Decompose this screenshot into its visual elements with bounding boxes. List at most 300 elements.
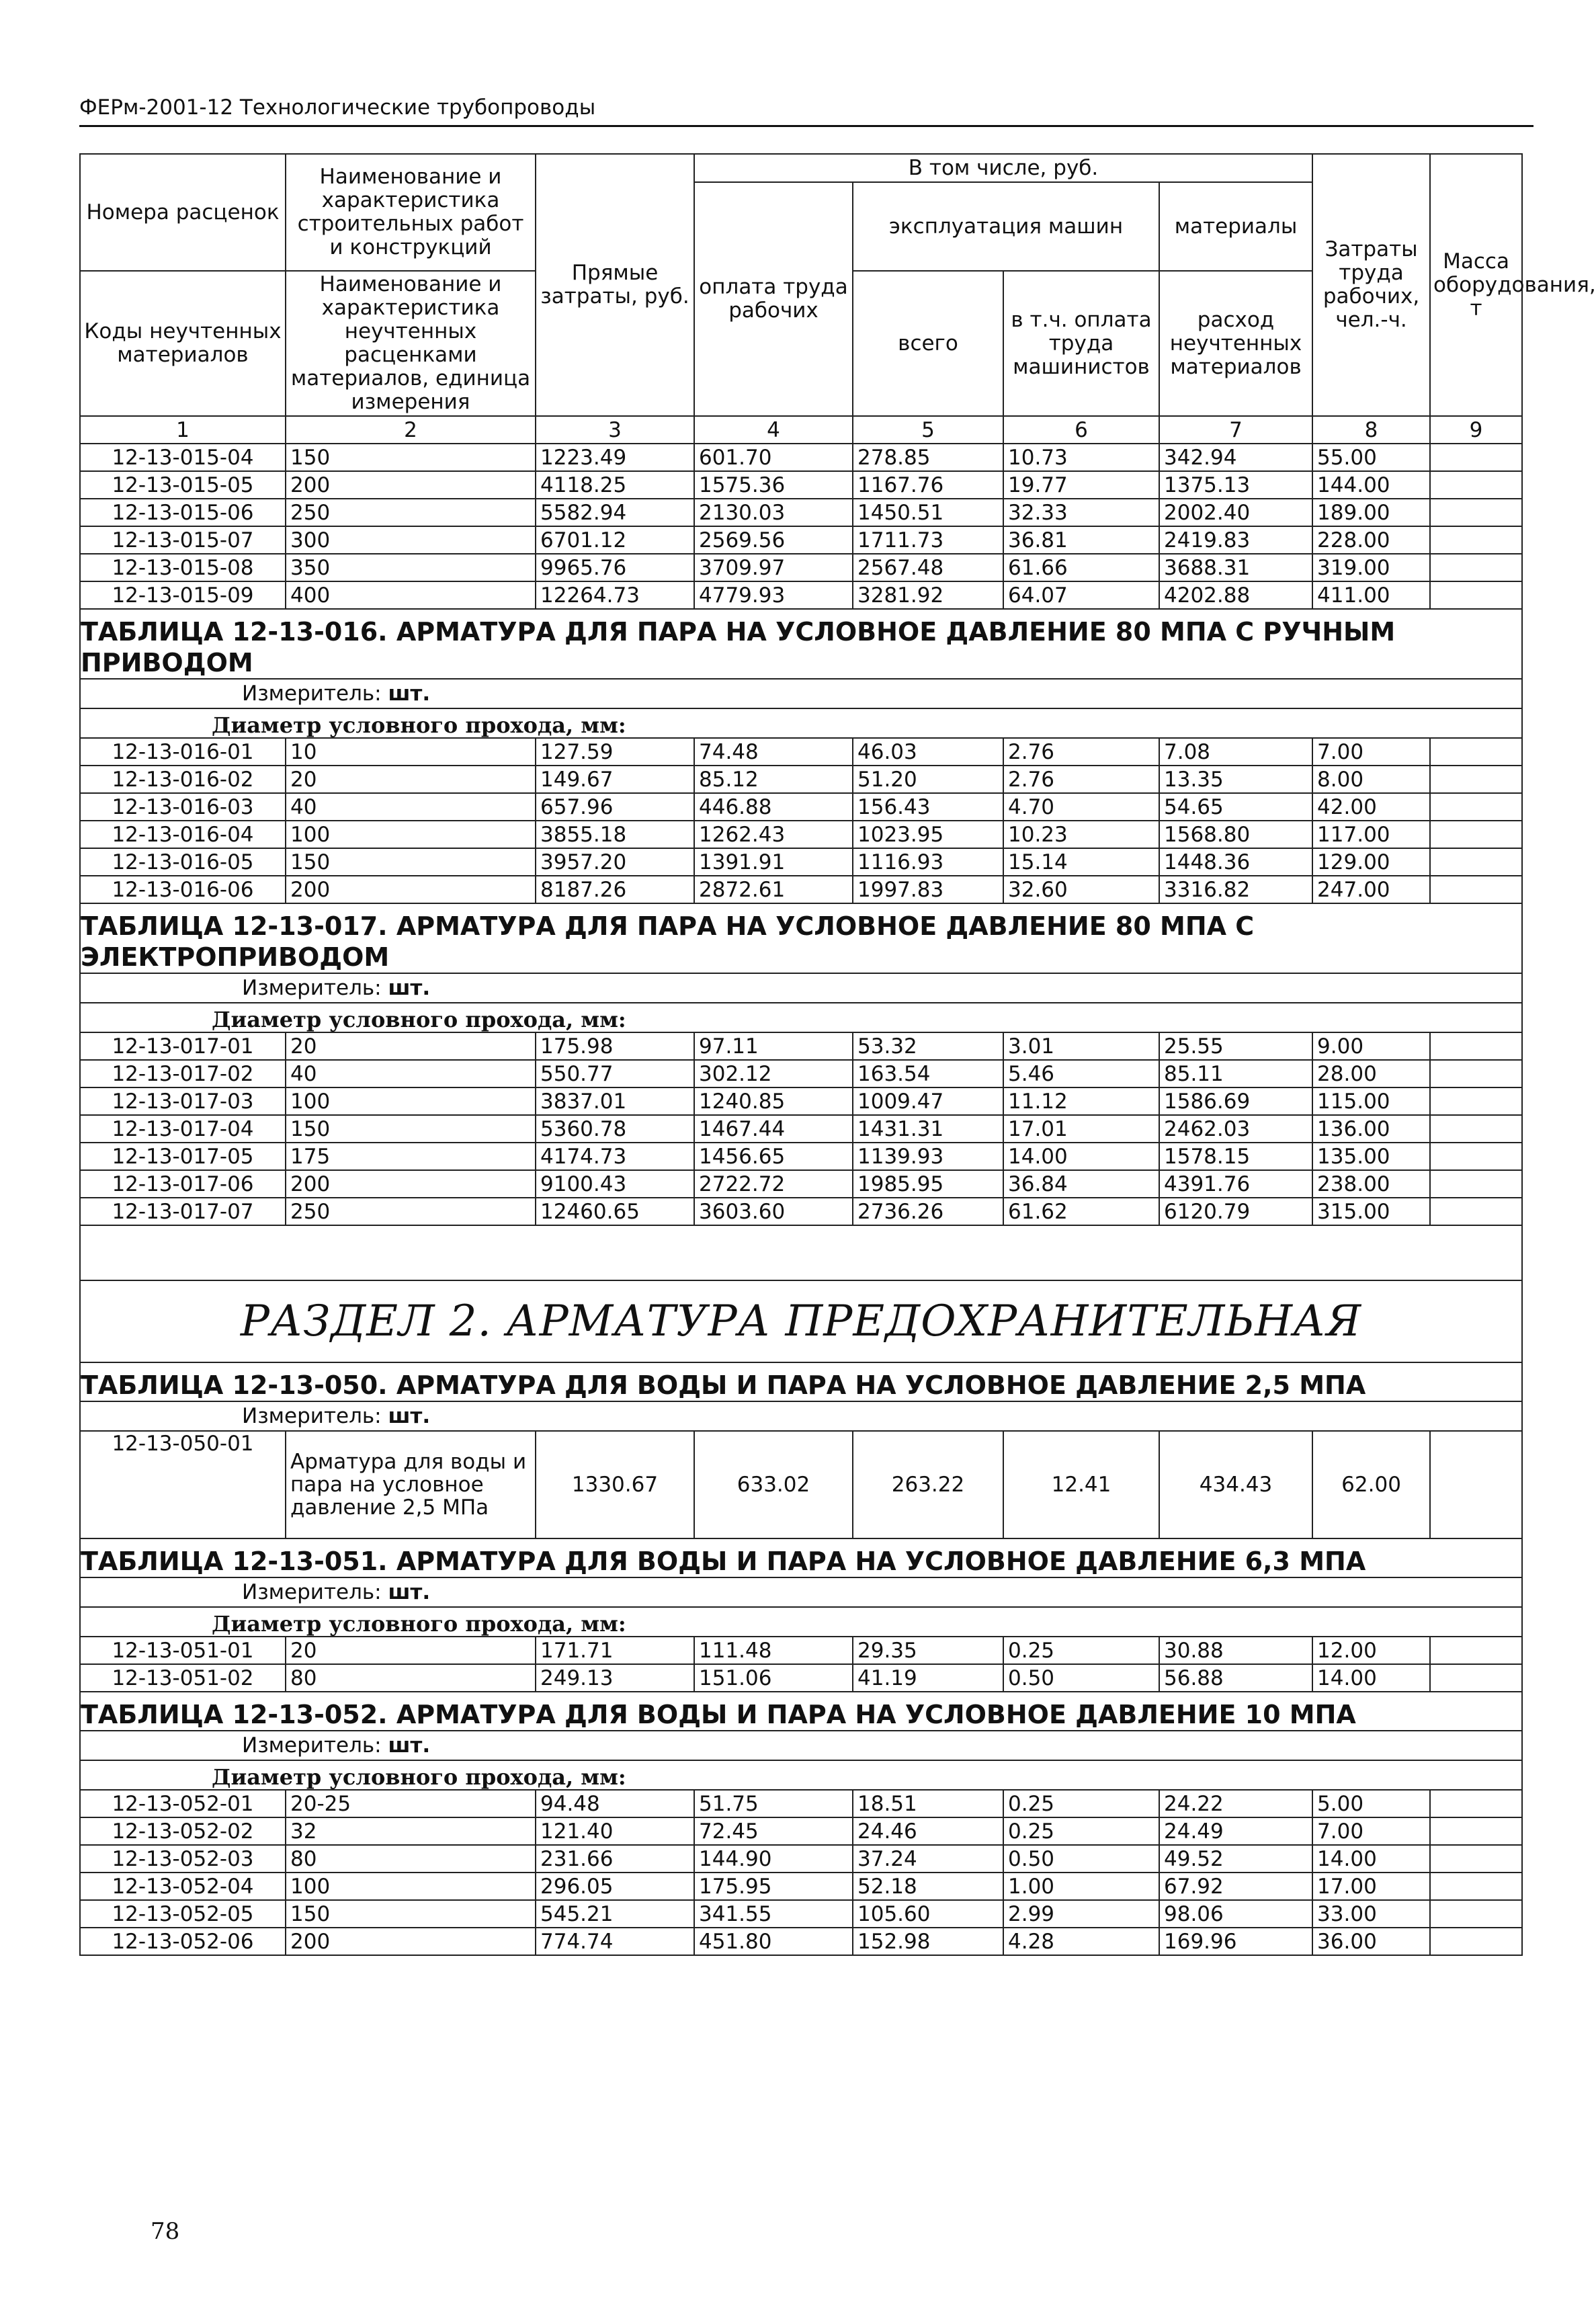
table-row — [80, 1873, 1522, 1900]
cell-direct: 9965.76 — [536, 554, 694, 581]
cell-labor-cost: 7.00 — [1312, 738, 1430, 766]
cell-materials: 85.11 — [1159, 1060, 1312, 1087]
measure-unit — [80, 1577, 1522, 1607]
cell-materials: 2002.40 — [1159, 499, 1312, 526]
cell-name: 100 — [286, 1087, 536, 1115]
column-number-7: 7 — [1159, 416, 1312, 444]
cell-direct: 1330.67 — [536, 1431, 694, 1538]
cell-labor-cost: 117.00 — [1312, 821, 1430, 848]
col-mass: Масса оборудования, т — [1430, 154, 1522, 416]
table-row — [80, 1087, 1522, 1115]
cell-drivers: 36.84 — [1003, 1170, 1159, 1198]
cell-drivers: 14.00 — [1003, 1143, 1159, 1170]
cell-labor-cost: 17.00 — [1312, 1873, 1430, 1900]
cell-mach-total: 18.51 — [853, 1790, 1003, 1817]
cell-mass — [1430, 499, 1522, 526]
measure-value: шт. — [388, 1733, 431, 1758]
cell-labor-cost: 135.00 — [1312, 1143, 1430, 1170]
column-number-3: 3 — [536, 416, 694, 444]
table-row — [80, 848, 1522, 876]
diameter-caption-row — [80, 1607, 1522, 1637]
cell-code: 12-13-052-05 — [80, 1900, 286, 1928]
table-row — [80, 1790, 1522, 1817]
cell-mass — [1430, 526, 1522, 554]
table-row — [80, 1115, 1522, 1143]
cell-labor: 72.45 — [694, 1817, 853, 1845]
measure-unit-row — [80, 679, 1522, 708]
measure-label: Измеритель: — [242, 1580, 388, 1604]
table-row — [80, 1032, 1522, 1060]
cell-labor: 601.70 — [694, 444, 853, 471]
cell-materials: 54.65 — [1159, 793, 1312, 821]
cell-code: 12-13-017-06 — [80, 1170, 286, 1198]
diameter-caption: Диаметр условного прохода, мм: — [80, 708, 1522, 738]
cell-mach-total: 53.32 — [853, 1032, 1003, 1060]
cell-mass — [1430, 1817, 1522, 1845]
cell-materials: 98.06 — [1159, 1900, 1312, 1928]
cell-drivers: 0.25 — [1003, 1790, 1159, 1817]
cell-direct: 9100.43 — [536, 1170, 694, 1198]
cell-mass — [1430, 848, 1522, 876]
cell-mach-total: 3281.92 — [853, 581, 1003, 609]
cell-name: 400 — [286, 581, 536, 609]
measure-value: шт. — [388, 976, 431, 1000]
cell-mach-total: 105.60 — [853, 1900, 1003, 1928]
cell-labor-cost: 115.00 — [1312, 1087, 1430, 1115]
cell-drivers: 32.60 — [1003, 876, 1159, 903]
measure-unit — [80, 1731, 1522, 1760]
cell-direct: 249.13 — [536, 1664, 694, 1692]
col-name-materials: Наименование и характеристика неучтенных расценками материалов, единица измерения — [286, 271, 536, 416]
table-row — [80, 1817, 1522, 1845]
cell-materials: 3688.31 — [1159, 554, 1312, 581]
page-number: 78 — [151, 2218, 180, 2245]
cell-drivers: 61.66 — [1003, 554, 1159, 581]
cell-labor-cost: 315.00 — [1312, 1198, 1430, 1225]
cell-direct: 6701.12 — [536, 526, 694, 554]
cell-drivers: 2.76 — [1003, 766, 1159, 793]
cell-labor-cost: 189.00 — [1312, 499, 1430, 526]
col-rate-numbers: Номера расценок — [80, 154, 286, 271]
table-row — [80, 1431, 1522, 1538]
column-number-8: 8 — [1312, 416, 1430, 444]
cell-code: 12-13-052-02 — [80, 1817, 286, 1845]
cell-name: 20-25 — [286, 1790, 536, 1817]
cell-materials: 7.08 — [1159, 738, 1312, 766]
diameter-caption-row — [80, 1760, 1522, 1790]
cell-code: 12-13-052-04 — [80, 1873, 286, 1900]
cell-direct: 171.71 — [536, 1637, 694, 1664]
cell-mach-total: 278.85 — [853, 444, 1003, 471]
cell-code: 12-13-017-04 — [80, 1115, 286, 1143]
cell-mach-total: 163.54 — [853, 1060, 1003, 1087]
cell-direct: 550.77 — [536, 1060, 694, 1087]
cell-mach-total: 2567.48 — [853, 554, 1003, 581]
cell-mass — [1430, 793, 1522, 821]
diameter-caption-row — [80, 708, 1522, 738]
cell-labor-cost: 9.00 — [1312, 1032, 1430, 1060]
measure-label: Измеритель: — [242, 1404, 388, 1428]
cell-mass — [1430, 1928, 1522, 1955]
cell-name: 10 — [286, 738, 536, 766]
column-number-9: 9 — [1430, 416, 1522, 444]
table-row — [80, 1900, 1522, 1928]
cell-code: 12-13-017-07 — [80, 1198, 286, 1225]
cell-mach-total: 41.19 — [853, 1664, 1003, 1692]
cell-mass — [1430, 1060, 1522, 1087]
cell-labor: 1456.65 — [694, 1143, 853, 1170]
cell-direct: 5582.94 — [536, 499, 694, 526]
cell-mach-total: 1009.47 — [853, 1087, 1003, 1115]
table-row — [80, 876, 1522, 903]
cell-name: 100 — [286, 1873, 536, 1900]
cell-mass — [1430, 1431, 1522, 1538]
cell-direct: 3957.20 — [536, 848, 694, 876]
cell-direct: 4174.73 — [536, 1143, 694, 1170]
cell-direct: 4118.25 — [536, 471, 694, 499]
cell-mach-total: 51.20 — [853, 766, 1003, 793]
cell-drivers: 0.50 — [1003, 1664, 1159, 1692]
cell-code: 12-13-017-01 — [80, 1032, 286, 1060]
col-drivers-pay: в т.ч. оплата труда машинистов — [1003, 271, 1159, 416]
cell-name: 40 — [286, 1060, 536, 1087]
cell-code: 12-13-017-02 — [80, 1060, 286, 1087]
cell-drivers: 2.99 — [1003, 1900, 1159, 1928]
cell-direct: 5360.78 — [536, 1115, 694, 1143]
cell-labor: 2569.56 — [694, 526, 853, 554]
cell-mach-total: 263.22 — [853, 1431, 1003, 1538]
cell-mass — [1430, 1637, 1522, 1664]
cell-materials: 4202.88 — [1159, 581, 1312, 609]
col-machines-total: всего — [853, 271, 1003, 416]
measure-unit — [80, 1401, 1522, 1431]
cell-labor: 633.02 — [694, 1431, 853, 1538]
table-row — [80, 1060, 1522, 1087]
cell-materials: 4391.76 — [1159, 1170, 1312, 1198]
cell-mass — [1430, 1198, 1522, 1225]
cell-mach-total: 152.98 — [853, 1928, 1003, 1955]
cell-mass — [1430, 471, 1522, 499]
cell-code: 12-13-050-01 — [80, 1431, 286, 1538]
cell-drivers: 0.50 — [1003, 1845, 1159, 1873]
diameter-caption-row — [80, 1003, 1522, 1032]
col-labor-cost: Затраты труда рабочих, чел.-ч. — [1312, 154, 1430, 416]
table-title: ТАБЛИЦА 12-13-050. АРМАТУРА ДЛЯ ВОДЫ И ПАРА НА УСЛОВНОЕ ДАВЛЕНИЕ 2,5 МПА — [80, 1362, 1522, 1401]
measure-unit — [80, 679, 1522, 708]
cell-labor-cost: 228.00 — [1312, 526, 1430, 554]
cell-labor: 2872.61 — [694, 876, 853, 903]
spacer — [80, 1225, 1522, 1280]
table-row — [80, 766, 1522, 793]
table-row — [80, 1170, 1522, 1198]
cell-mach-total: 1167.76 — [853, 471, 1003, 499]
cell-mass — [1430, 1845, 1522, 1873]
table-row — [80, 1637, 1522, 1664]
col-machines: эксплуатация машин — [853, 182, 1159, 271]
cell-labor: 1575.36 — [694, 471, 853, 499]
cell-mass — [1430, 1170, 1522, 1198]
cell-labor-cost: 238.00 — [1312, 1170, 1430, 1198]
cell-mach-total: 1431.31 — [853, 1115, 1003, 1143]
column-number-6: 6 — [1003, 416, 1159, 444]
cell-labor: 4779.93 — [694, 581, 853, 609]
measure-unit-row — [80, 1401, 1522, 1431]
cell-drivers: 2.76 — [1003, 738, 1159, 766]
cell-code: 12-13-015-07 — [80, 526, 286, 554]
col-materials: материалы — [1159, 182, 1312, 271]
cell-code: 12-13-052-06 — [80, 1928, 286, 1955]
cell-mach-total: 156.43 — [853, 793, 1003, 821]
cell-direct: 121.40 — [536, 1817, 694, 1845]
cell-materials: 1586.69 — [1159, 1087, 1312, 1115]
cell-direct: 175.98 — [536, 1032, 694, 1060]
cell-labor-cost: 33.00 — [1312, 1900, 1430, 1928]
cell-name: 200 — [286, 876, 536, 903]
cell-labor: 1391.91 — [694, 848, 853, 876]
cell-mach-total: 1450.51 — [853, 499, 1003, 526]
diameter-caption: Диаметр условного прохода, мм: — [80, 1760, 1522, 1790]
cell-materials: 67.92 — [1159, 1873, 1312, 1900]
table-row — [80, 1143, 1522, 1170]
cell-labor: 446.88 — [694, 793, 853, 821]
cell-direct: 12460.65 — [536, 1198, 694, 1225]
cell-drivers: 10.73 — [1003, 444, 1159, 471]
cell-code: 12-13-015-08 — [80, 554, 286, 581]
cell-labor-cost: 14.00 — [1312, 1664, 1430, 1692]
cell-materials: 1375.13 — [1159, 471, 1312, 499]
measure-unit-row — [80, 1731, 1522, 1760]
cell-code: 12-13-015-04 — [80, 444, 286, 471]
cell-drivers: 3.01 — [1003, 1032, 1159, 1060]
cell-direct: 3855.18 — [536, 821, 694, 848]
cell-direct: 1223.49 — [536, 444, 694, 471]
table-title-row — [80, 1362, 1522, 1401]
cell-name: 32 — [286, 1817, 536, 1845]
cell-mass — [1430, 1900, 1522, 1928]
cell-labor-cost: 14.00 — [1312, 1845, 1430, 1873]
col-including: В том числе, руб. — [694, 154, 1312, 182]
table-title: ТАБЛИЦА 12-13-016. АРМАТУРА ДЛЯ ПАРА НА УСЛОВНОЕ ДАВЛЕНИЕ 80 МПА С РУЧНЫМ ПРИВОДОМ — [80, 609, 1522, 679]
cell-mass — [1430, 1087, 1522, 1115]
cell-code: 12-13-016-02 — [80, 766, 286, 793]
cell-labor: 1240.85 — [694, 1087, 853, 1115]
cell-labor-cost: 12.00 — [1312, 1637, 1430, 1664]
column-number-1: 1 — [80, 416, 286, 444]
table-row — [80, 1928, 1522, 1955]
header-row-1 — [80, 154, 1522, 182]
cell-name: 100 — [286, 821, 536, 848]
table-title: ТАБЛИЦА 12-13-052. АРМАТУРА ДЛЯ ВОДЫ И ПАРА НА УСЛОВНОЕ ДАВЛЕНИЕ 10 МПА — [80, 1692, 1522, 1731]
cell-mass — [1430, 1115, 1522, 1143]
diameter-caption: Диаметр условного прохода, мм: — [80, 1607, 1522, 1637]
cell-code: 12-13-017-03 — [80, 1087, 286, 1115]
cell-drivers: 4.28 — [1003, 1928, 1159, 1955]
cell-name: 150 — [286, 848, 536, 876]
cell-mass — [1430, 821, 1522, 848]
cell-labor-cost: 5.00 — [1312, 1790, 1430, 1817]
cell-drivers: 5.46 — [1003, 1060, 1159, 1087]
table-row — [80, 554, 1522, 581]
cell-labor: 302.12 — [694, 1060, 853, 1087]
cell-labor-cost: 144.00 — [1312, 471, 1430, 499]
cell-mass — [1430, 766, 1522, 793]
cell-mass — [1430, 876, 1522, 903]
cell-labor-cost: 7.00 — [1312, 1817, 1430, 1845]
cell-name: 175 — [286, 1143, 536, 1170]
cell-direct: 296.05 — [536, 1873, 694, 1900]
cell-name: 200 — [286, 1928, 536, 1955]
cell-materials: 342.94 — [1159, 444, 1312, 471]
col-direct-costs: Прямые затраты, руб. — [536, 154, 694, 416]
cell-direct: 94.48 — [536, 1790, 694, 1817]
cell-materials: 169.96 — [1159, 1928, 1312, 1955]
cell-name: 200 — [286, 471, 536, 499]
cell-code: 12-13-016-01 — [80, 738, 286, 766]
page-header — [79, 94, 1534, 127]
cell-mach-total: 1711.73 — [853, 526, 1003, 554]
cell-mass — [1430, 1790, 1522, 1817]
cell-drivers: 11.12 — [1003, 1087, 1159, 1115]
cell-labor: 144.90 — [694, 1845, 853, 1873]
cell-drivers: 19.77 — [1003, 471, 1159, 499]
cell-name: 80 — [286, 1845, 536, 1873]
cell-name: 80 — [286, 1664, 536, 1692]
cell-materials: 434.43 — [1159, 1431, 1312, 1538]
cell-labor-cost: 36.00 — [1312, 1928, 1430, 1955]
page-header-title: ФЕРм-2001-12 Технологические трубопроводы — [79, 95, 596, 120]
cell-labor: 3603.60 — [694, 1198, 853, 1225]
cell-drivers: 15.14 — [1003, 848, 1159, 876]
cell-labor-cost: 55.00 — [1312, 444, 1430, 471]
column-number-2: 2 — [286, 416, 536, 444]
cell-mach-total: 24.46 — [853, 1817, 1003, 1845]
cell-labor-cost: 247.00 — [1312, 876, 1430, 903]
cell-code: 12-13-015-05 — [80, 471, 286, 499]
cell-materials: 25.55 — [1159, 1032, 1312, 1060]
cell-direct: 127.59 — [536, 738, 694, 766]
cell-labor: 1467.44 — [694, 1115, 853, 1143]
cell-name: 300 — [286, 526, 536, 554]
table-row — [80, 821, 1522, 848]
cell-labor: 111.48 — [694, 1637, 853, 1664]
cell-drivers: 32.33 — [1003, 499, 1159, 526]
cell-mass — [1430, 1664, 1522, 1692]
cell-drivers: 10.23 — [1003, 821, 1159, 848]
cell-direct: 12264.73 — [536, 581, 694, 609]
cell-mach-total: 37.24 — [853, 1845, 1003, 1873]
cell-labor-cost: 136.00 — [1312, 1115, 1430, 1143]
cell-labor: 3709.97 — [694, 554, 853, 581]
cell-mach-total: 1139.93 — [853, 1143, 1003, 1170]
cell-drivers: 17.01 — [1003, 1115, 1159, 1143]
cell-name: 150 — [286, 1900, 536, 1928]
table-row — [80, 793, 1522, 821]
cell-labor-cost: 319.00 — [1312, 554, 1430, 581]
table-title: ТАБЛИЦА 12-13-017. АРМАТУРА ДЛЯ ПАРА НА УСЛОВНОЕ ДАВЛЕНИЕ 80 МПА С ЭЛЕКТРОПРИВОДОМ — [80, 903, 1522, 973]
cell-name: 350 — [286, 554, 536, 581]
measure-label: Измеритель: — [242, 682, 388, 706]
cell-code: 12-13-015-09 — [80, 581, 286, 609]
diameter-caption: Диаметр условного прохода, мм: — [80, 1003, 1522, 1032]
cell-materials: 30.88 — [1159, 1637, 1312, 1664]
cell-name: 250 — [286, 499, 536, 526]
column-number-4: 4 — [694, 416, 853, 444]
cell-materials: 1448.36 — [1159, 848, 1312, 876]
measure-unit-row — [80, 1577, 1522, 1607]
cell-materials: 24.49 — [1159, 1817, 1312, 1845]
cell-mach-total: 2736.26 — [853, 1198, 1003, 1225]
cell-mach-total: 1997.83 — [853, 876, 1003, 903]
cell-labor-cost: 28.00 — [1312, 1060, 1430, 1087]
column-numbers-row — [80, 416, 1522, 444]
measure-unit-row — [80, 973, 1522, 1003]
col-unaccounted-codes: Коды неучтенных материалов — [80, 271, 286, 416]
cell-labor: 1262.43 — [694, 821, 853, 848]
cell-materials: 2419.83 — [1159, 526, 1312, 554]
table-title-row — [80, 1692, 1522, 1731]
cell-drivers: 0.25 — [1003, 1637, 1159, 1664]
table-row — [80, 1845, 1522, 1873]
cell-code: 12-13-051-02 — [80, 1664, 286, 1692]
col-labor-pay: оплата труда рабочих — [694, 182, 853, 416]
cell-labor: 175.95 — [694, 1873, 853, 1900]
table-row — [80, 738, 1522, 766]
cell-mach-total: 1116.93 — [853, 848, 1003, 876]
cell-materials: 56.88 — [1159, 1664, 1312, 1692]
cell-labor-cost: 129.00 — [1312, 848, 1430, 876]
cell-mass — [1430, 1032, 1522, 1060]
cell-mach-total: 1023.95 — [853, 821, 1003, 848]
cell-labor-cost: 42.00 — [1312, 793, 1430, 821]
cell-code: 12-13-016-05 — [80, 848, 286, 876]
cell-drivers: 4.70 — [1003, 793, 1159, 821]
col-unaccounted-materials: расход неучтенных материалов — [1159, 271, 1312, 416]
cell-name: 40 — [286, 793, 536, 821]
table-row — [80, 1198, 1522, 1225]
cell-mass — [1430, 554, 1522, 581]
cell-materials: 49.52 — [1159, 1845, 1312, 1873]
table-title-row — [80, 1538, 1522, 1577]
measure-label: Измеритель: — [242, 1733, 388, 1758]
rates-table — [79, 153, 1596, 1956]
cell-code: 12-13-052-01 — [80, 1790, 286, 1817]
cell-name: 20 — [286, 1637, 536, 1664]
cell-direct: 545.21 — [536, 1900, 694, 1928]
cell-mach-total: 46.03 — [853, 738, 1003, 766]
cell-mass — [1430, 1873, 1522, 1900]
spacer-row — [80, 1225, 1522, 1280]
cell-name: 20 — [286, 766, 536, 793]
cell-direct: 774.74 — [536, 1928, 694, 1955]
cell-code: 12-13-052-03 — [80, 1845, 286, 1873]
cell-direct: 657.96 — [536, 793, 694, 821]
cell-drivers: 64.07 — [1003, 581, 1159, 609]
cell-name: 250 — [286, 1198, 536, 1225]
measure-value: шт. — [388, 1580, 431, 1604]
section-title-row — [80, 1280, 1522, 1362]
cell-labor: 2722.72 — [694, 1170, 853, 1198]
cell-direct: 231.66 — [536, 1845, 694, 1873]
cell-name: Арматура для воды и пара на условное давление 2,5 МПа — [286, 1431, 536, 1538]
cell-mach-total: 29.35 — [853, 1637, 1003, 1664]
cell-labor-cost: 411.00 — [1312, 581, 1430, 609]
cell-labor: 341.55 — [694, 1900, 853, 1928]
table-row — [80, 1664, 1522, 1692]
cell-drivers: 12.41 — [1003, 1431, 1159, 1538]
cell-labor-cost: 8.00 — [1312, 766, 1430, 793]
cell-direct: 3837.01 — [536, 1087, 694, 1115]
measure-label: Измеритель: — [242, 976, 388, 1000]
